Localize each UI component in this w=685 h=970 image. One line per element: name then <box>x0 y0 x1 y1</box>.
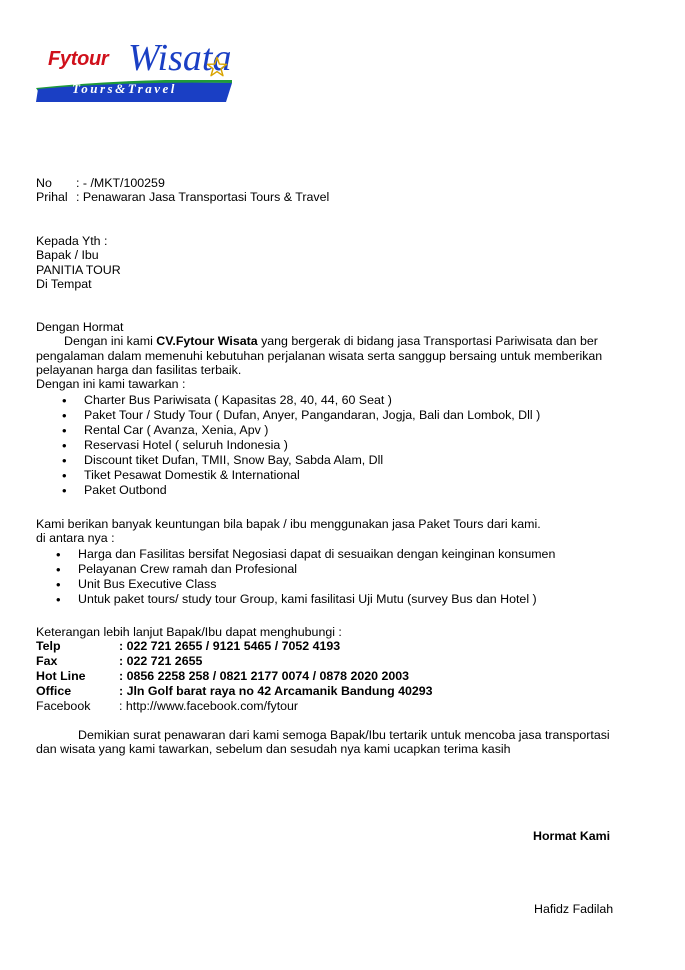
logo-word-fytour: Fytour <box>48 48 109 70</box>
intro-line-1 <box>64 334 598 349</box>
contact-value: : 0856 2258 258 / 0821 2177 0074 / 0878 2020 2003 <box>119 669 410 683</box>
list-item: • Pelayanan Crew ramah dan Profesional <box>78 562 555 577</box>
list-item: • Unit Bus Executive Class <box>78 577 555 592</box>
intro-text: yang bergerak di bidang jasa Transportasi Pariwisata dan ber <box>257 334 598 348</box>
benefits-list <box>78 547 555 607</box>
logo-word-wisata: Wisata <box>128 37 232 79</box>
greeting: Dengan Hormat <box>36 320 124 334</box>
list-item: • Charter Bus Pariwisata ( Kapasitas 28, 40, 44, 60 Seat ) <box>84 393 540 408</box>
contact-intro: Keterangan lebih lanjut Bapak/Ibu dapat menghubungi : <box>36 625 342 639</box>
list-item: • Discount tiket Dufan, TMII, Snow Bay, Sabda Alam, Dll <box>84 453 540 468</box>
star-icon <box>206 56 228 78</box>
contact-label: Office <box>36 684 72 698</box>
contact-row-facebook <box>0 699 685 714</box>
contact-row-phone <box>0 639 685 654</box>
subject-value: : Penawaran Jasa Transportasi Tours & Travel <box>76 190 330 204</box>
intro-text: Dengan ini kami <box>64 334 157 348</box>
signer-name: Hafidz Fadilah <box>534 902 614 916</box>
contact-value: : Jln Golf barat raya no 42 Arcamanik Bandung 40293 <box>119 684 433 698</box>
recipient-line: Kepada Yth : <box>36 234 108 248</box>
contact-label: Fax <box>36 654 58 668</box>
intro-line-3: pelayanan harga dan fasilitas terbaik. <box>36 363 242 377</box>
list-item: • Paket Tour / Study Tour ( Dufan, Anyer, Pangandaran, Jogja, Bali dan Lombok, Dll ) <box>84 408 540 423</box>
services-list <box>84 393 540 498</box>
list-item: • Untuk paket tours/ study tour Group, kami fasilitasi Uji Mutu (survey Bus dan Hotel ) <box>78 592 555 607</box>
contact-row-fax <box>0 654 685 669</box>
list-item: • Harga dan Fasilitas bersifat Negosiasi dapat di sesuaikan dengan keinginan konsumen <box>78 547 555 562</box>
list-item: • Paket Outbond <box>84 483 540 498</box>
closing-line-1: Demikian surat penawaran dari kami semoga Bapak/Ibu tertarik untuk mencoba jasa transportasi <box>78 728 610 742</box>
list-item: • Reservasi Hotel ( seluruh Indonesia ) <box>84 438 540 453</box>
contact-label: Telp <box>36 639 61 653</box>
reference-number-value: : - /MKT/100259 <box>76 176 165 190</box>
benefits-intro: Kami berikan banyak keuntungan bila bapak / ibu menggunakan jasa Paket Tours dari kami. <box>36 517 541 531</box>
subject-label: Prihal <box>36 190 68 204</box>
benefits-subheading: di antara nya : <box>36 531 115 545</box>
contact-value: : 022 721 2655 / 9121 5465 / 7052 4193 <box>119 639 341 653</box>
recipient-line: Di Tempat <box>36 277 92 291</box>
contact-label: Facebook <box>36 699 91 713</box>
contact-label: Hot Line <box>36 669 86 683</box>
company-name: CV.Fytour Wisata <box>156 334 258 348</box>
closing-line-2: dan wisata yang kami tawarkan, sebelum dan sesudah nya kami ucapkan terima kasih <box>36 742 511 756</box>
reference-number-label: No <box>36 176 52 190</box>
facebook-link[interactable]: : http://www.facebook.com/fytour <box>119 699 299 713</box>
offer-intro: Dengan ini kami tawarkan : <box>36 377 186 391</box>
contact-row-hotline <box>0 669 685 684</box>
intro-line-2: pengalaman dalam memenuhi kebutuhan perjalanan wisata serta sanggup bersaing untuk memberikan <box>36 349 603 363</box>
contact-value: : 022 721 2655 <box>119 654 203 668</box>
list-item: • Rental Car ( Avanza, Xenia, Apv ) <box>84 423 540 438</box>
company-logo <box>36 38 236 118</box>
signoff: Hormat Kami <box>533 829 611 843</box>
recipient-line: PANITIA TOUR <box>36 263 121 277</box>
list-item: • Tiket Pesawat Domestik & International <box>84 468 540 483</box>
logo-tagline: Tours&Travel <box>72 81 177 96</box>
contact-row-office <box>0 684 685 699</box>
recipient-line: Bapak / Ibu <box>36 248 99 262</box>
